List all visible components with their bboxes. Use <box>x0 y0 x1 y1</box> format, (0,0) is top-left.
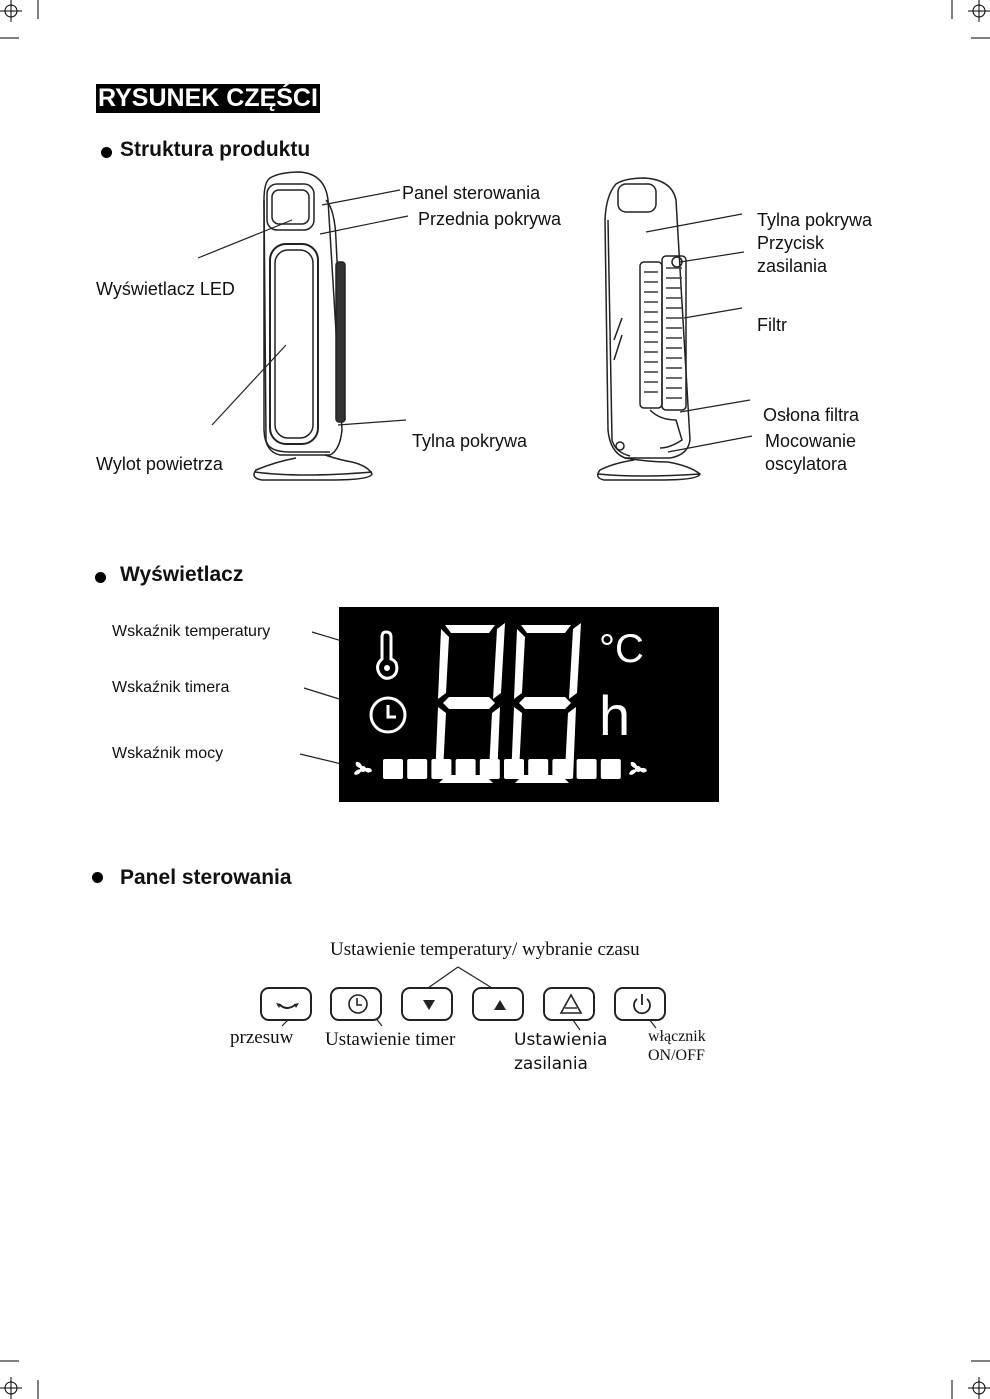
timer-button[interactable] <box>330 987 382 1021</box>
label-on-off-line1: włącznik <box>648 1028 706 1045</box>
triangle-icon <box>545 989 597 1023</box>
celsius-unit: °C <box>599 627 644 671</box>
section-heading-control: Panel sterowania <box>120 866 292 889</box>
label-on-off-line2: ON/OFF <box>648 1047 705 1064</box>
label-filter-cover: Osłona filtra <box>763 405 860 425</box>
label-temperature-indicator: Wskaźnik temperatury <box>112 623 271 640</box>
label-front-cover: Przednia pokrywa <box>418 209 562 229</box>
label-power-indicator: Wskaźnik mocy <box>112 745 224 762</box>
power-icon <box>616 989 668 1023</box>
label-air-outlet: Wylot powietrza <box>96 454 223 474</box>
swing-button[interactable] <box>260 987 312 1021</box>
section-heading-structure: Struktura produktu <box>120 138 311 161</box>
label-power-button-line2: zasilania <box>757 256 828 276</box>
down-button[interactable] <box>401 987 453 1021</box>
label-power-settings-line1: Ustawienia <box>514 1030 608 1050</box>
label-rear-cover-front: Tylna pokrywa <box>412 431 528 451</box>
page-title: RYSUNEK CZĘŚCI <box>98 84 318 112</box>
label-control-panel: Panel sterowania <box>402 183 541 203</box>
label-timer-indicator: Wskaźnik timera <box>112 679 230 696</box>
label-power-settings-line2: zasilania <box>514 1054 588 1074</box>
arrow-up-icon <box>474 989 526 1023</box>
on-off-button[interactable] <box>614 987 666 1021</box>
label-rear-cover-back: Tylna pokrywa <box>757 210 873 230</box>
up-button[interactable] <box>472 987 524 1021</box>
label-led-display: Wyświetlacz LED <box>96 279 235 299</box>
swing-icon <box>262 989 314 1023</box>
label-oscillator-mount-line1: Mocowanie <box>765 431 857 451</box>
section-heading-display: Wyświetlacz <box>120 563 244 586</box>
label-temp-time-setting: Ustawienie temperatury/ wybranie czasu <box>330 939 640 960</box>
label-filter: Filtr <box>757 315 787 335</box>
label-swing: przesuw <box>230 1027 294 1048</box>
label-timer-setting: Ustawienie timer <box>325 1029 456 1050</box>
clock-icon <box>332 989 384 1023</box>
hours-unit: h <box>599 684 631 747</box>
arrow-down-icon <box>403 989 455 1023</box>
label-power-button-line1: Przycisk <box>757 233 824 253</box>
power-level-button[interactable] <box>543 987 595 1021</box>
label-oscillator-mount-line2: oscylatora <box>765 454 848 474</box>
